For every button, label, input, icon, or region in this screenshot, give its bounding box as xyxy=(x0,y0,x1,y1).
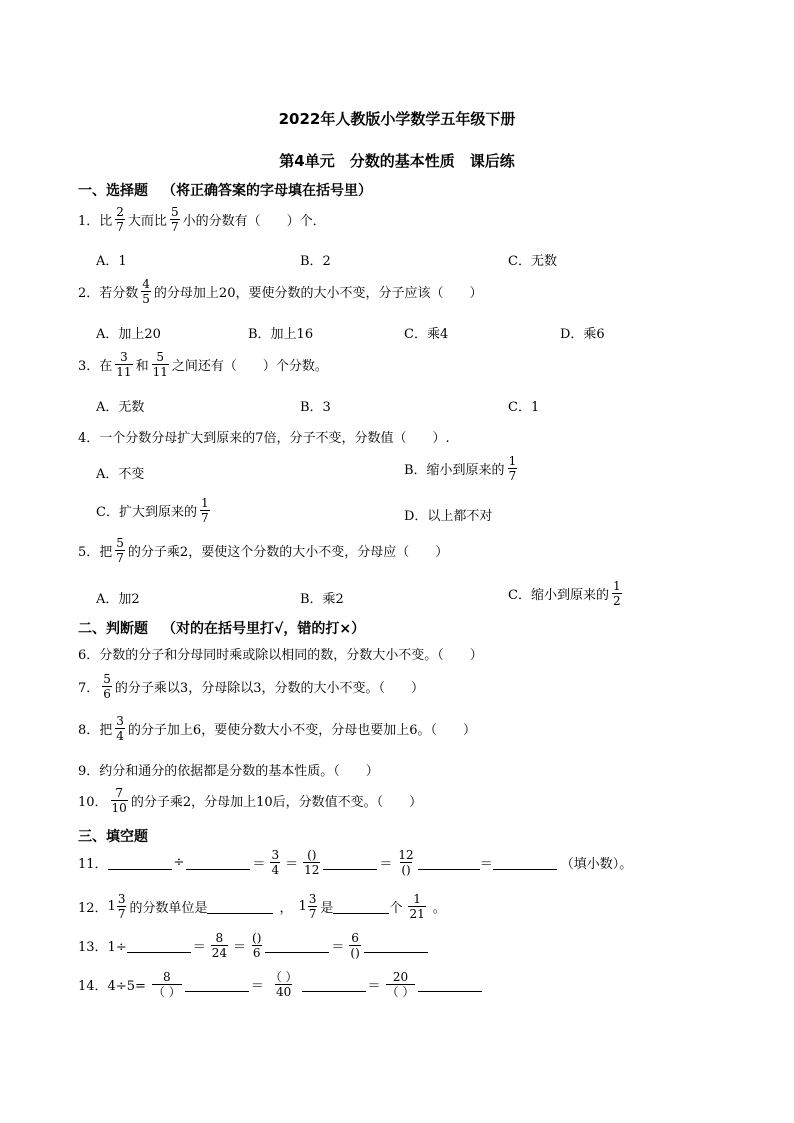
fraction: $\frac{1}{21}$ xyxy=(409,892,425,921)
question-8: 8．把 $\frac{3}{4}$ 的分子加上6，要使分数大小不变，分母也要加上6。（ ） xyxy=(78,714,476,743)
option-5a[interactable]: A．加2 xyxy=(96,592,140,607)
fraction: $\frac{1}{2}$ xyxy=(612,579,621,608)
answer-blank[interactable] xyxy=(418,855,480,870)
answer-blank[interactable] xyxy=(493,855,557,870)
fraction: $\frac{5}{6}$ xyxy=(103,672,111,701)
answer-blank[interactable] xyxy=(185,977,249,992)
fraction: $\frac{5}{11}$ xyxy=(152,350,168,379)
answer-blank[interactable] xyxy=(186,855,250,870)
fraction: $\frac{1}{7}$ xyxy=(200,496,209,525)
option-2c[interactable]: C．乘4 xyxy=(404,327,449,342)
question-1: 1．比 $\frac{2}{7}$ 大而比 $\frac{5}{7}$ 小的分数有（ ）个． xyxy=(78,205,326,234)
question-9: 9．约分和通分的依据都是分数的基本性质。（ ） xyxy=(78,764,379,779)
fraction: $\frac{3}{4}$ xyxy=(116,714,124,743)
fraction: $\frac{( )}{40}$ xyxy=(269,970,298,999)
option-2d[interactable]: D．乘6 xyxy=(560,327,605,342)
option-1c[interactable]: C．无数 xyxy=(508,254,557,269)
question-5: 5．把 $\frac{5}{7}$ 的分子乘2，要使这个分数的大小不变，分母应（ ） xyxy=(78,536,449,565)
option-2b[interactable]: B．加上16 xyxy=(248,327,314,342)
page-title: 2022年人教版小学数学五年级下册 xyxy=(278,110,516,128)
fraction: $\frac{3}{4}$ xyxy=(271,848,280,877)
page-subtitle: 第4单元 分数的基本性质 课后练 xyxy=(279,152,515,170)
option-1a[interactable]: A．1 xyxy=(96,254,127,269)
fraction: $\frac{8}{24}$ xyxy=(211,931,228,960)
option-5b[interactable]: B．乘2 xyxy=(300,592,344,607)
answer-blank[interactable] xyxy=(265,938,329,953)
fraction: $\frac{()}{6}$ xyxy=(252,931,262,960)
option-4d[interactable]: D．以上都不对 xyxy=(404,509,493,524)
fraction: $\frac{7}{10}$ xyxy=(111,786,127,815)
section-heading-fill: 三、填空题 xyxy=(78,829,148,845)
option-3b[interactable]: B．3 xyxy=(300,400,331,415)
option-4a[interactable]: A．不变 xyxy=(96,467,145,482)
answer-blank[interactable] xyxy=(323,855,377,870)
answer-blank[interactable] xyxy=(108,855,172,870)
answer-blank[interactable] xyxy=(302,977,366,992)
question-11: 11． ÷ ＝ $\frac{3}{4}$ ＝ $\frac{()}{12}$ ＝ $\frac{12}{()}$ ＝ （填小数）。 xyxy=(78,848,633,877)
question-10: 10． $\frac{7}{10}$ 的分子乘2，分母加上10后，分数值不变。（ ） xyxy=(78,786,423,815)
fraction: $\frac{6}{()}$ xyxy=(350,931,360,960)
answer-blank[interactable] xyxy=(364,938,428,953)
question-12: 12． 1 $\frac{3}{7}$ 的分数单位是 ， 1 $\frac{3}{7}$ 是 个 $\frac{1}{21}$ 。 xyxy=(78,892,446,921)
option-2a[interactable]: A．加上20 xyxy=(96,327,161,342)
question-6: 6．分数的分子和分母同时乘或除以相同的数，分数大小不变。（ ） xyxy=(78,648,483,663)
fraction: $\frac{5}{7}$ xyxy=(170,205,179,234)
fraction: $\frac{8}{( )}$ xyxy=(152,970,181,999)
fraction: $\frac{3}{11}$ xyxy=(116,350,132,379)
fraction: $\frac{20}{( )}$ xyxy=(386,970,415,999)
question-4: 4．一个分数分母扩大到原来的7倍，分子不变，分数值（ ）. xyxy=(78,431,450,446)
fraction: $\frac{5}{7}$ xyxy=(116,536,124,565)
section-heading-judgement: 二、判断题 （对的在括号里打√，错的打×） xyxy=(78,621,366,637)
question-14: 14．4÷5= $\frac{8}{( )}$ ＝ $\frac{( )}{40}$ ＝ $\frac{20}{( )}$ xyxy=(78,970,482,999)
question-3: 3．在 $\frac{3}{11}$ 和 $\frac{5}{11}$ 之间还有（ ）个分数。 xyxy=(78,350,328,379)
answer-blank[interactable] xyxy=(207,899,273,914)
answer-blank[interactable] xyxy=(418,977,482,992)
option-3a[interactable]: A．无数 xyxy=(96,400,145,415)
mixed-number: 1 $\frac{3}{7}$ xyxy=(298,892,317,921)
fraction: $\frac{4}{5}$ xyxy=(142,277,150,306)
answer-blank[interactable] xyxy=(333,899,389,914)
option-4b[interactable]: B．缩小到原来的 $\frac{1}{7}$ xyxy=(404,454,517,483)
answer-blank[interactable] xyxy=(127,938,191,953)
fraction: $\frac{()}{12}$ xyxy=(304,848,320,877)
question-13: 13．1÷ ＝ $\frac{8}{24}$ ＝ $\frac{()}{6}$ ＝ $\frac{6}{()}$ xyxy=(78,931,428,960)
option-3c[interactable]: C．1 xyxy=(508,400,540,415)
question-2: 2．若分数 $\frac{4}{5}$ 的分母加上20，要使分数的大小不变，分子应该（ ） xyxy=(78,277,483,306)
option-1b[interactable]: B．2 xyxy=(300,254,331,269)
option-4c[interactable]: C．扩大到原来的 $\frac{1}{7}$ xyxy=(96,496,209,525)
mixed-number: 1 $\frac{3}{7}$ xyxy=(107,892,126,921)
option-5c[interactable]: C．缩小到原来的 $\frac{1}{2}$ xyxy=(508,579,621,608)
section-heading-choice: 一、选择题 （将正确答案的字母填在括号里） xyxy=(78,183,372,199)
fraction: $\frac{1}{7}$ xyxy=(508,454,517,483)
fraction: $\frac{12}{()}$ xyxy=(398,848,414,877)
fraction: $\frac{2}{7}$ xyxy=(116,205,124,234)
question-7: 7． $\frac{5}{6}$ 的分子乘以3，分母除以3，分数的大小不变。（ ） xyxy=(78,672,424,701)
